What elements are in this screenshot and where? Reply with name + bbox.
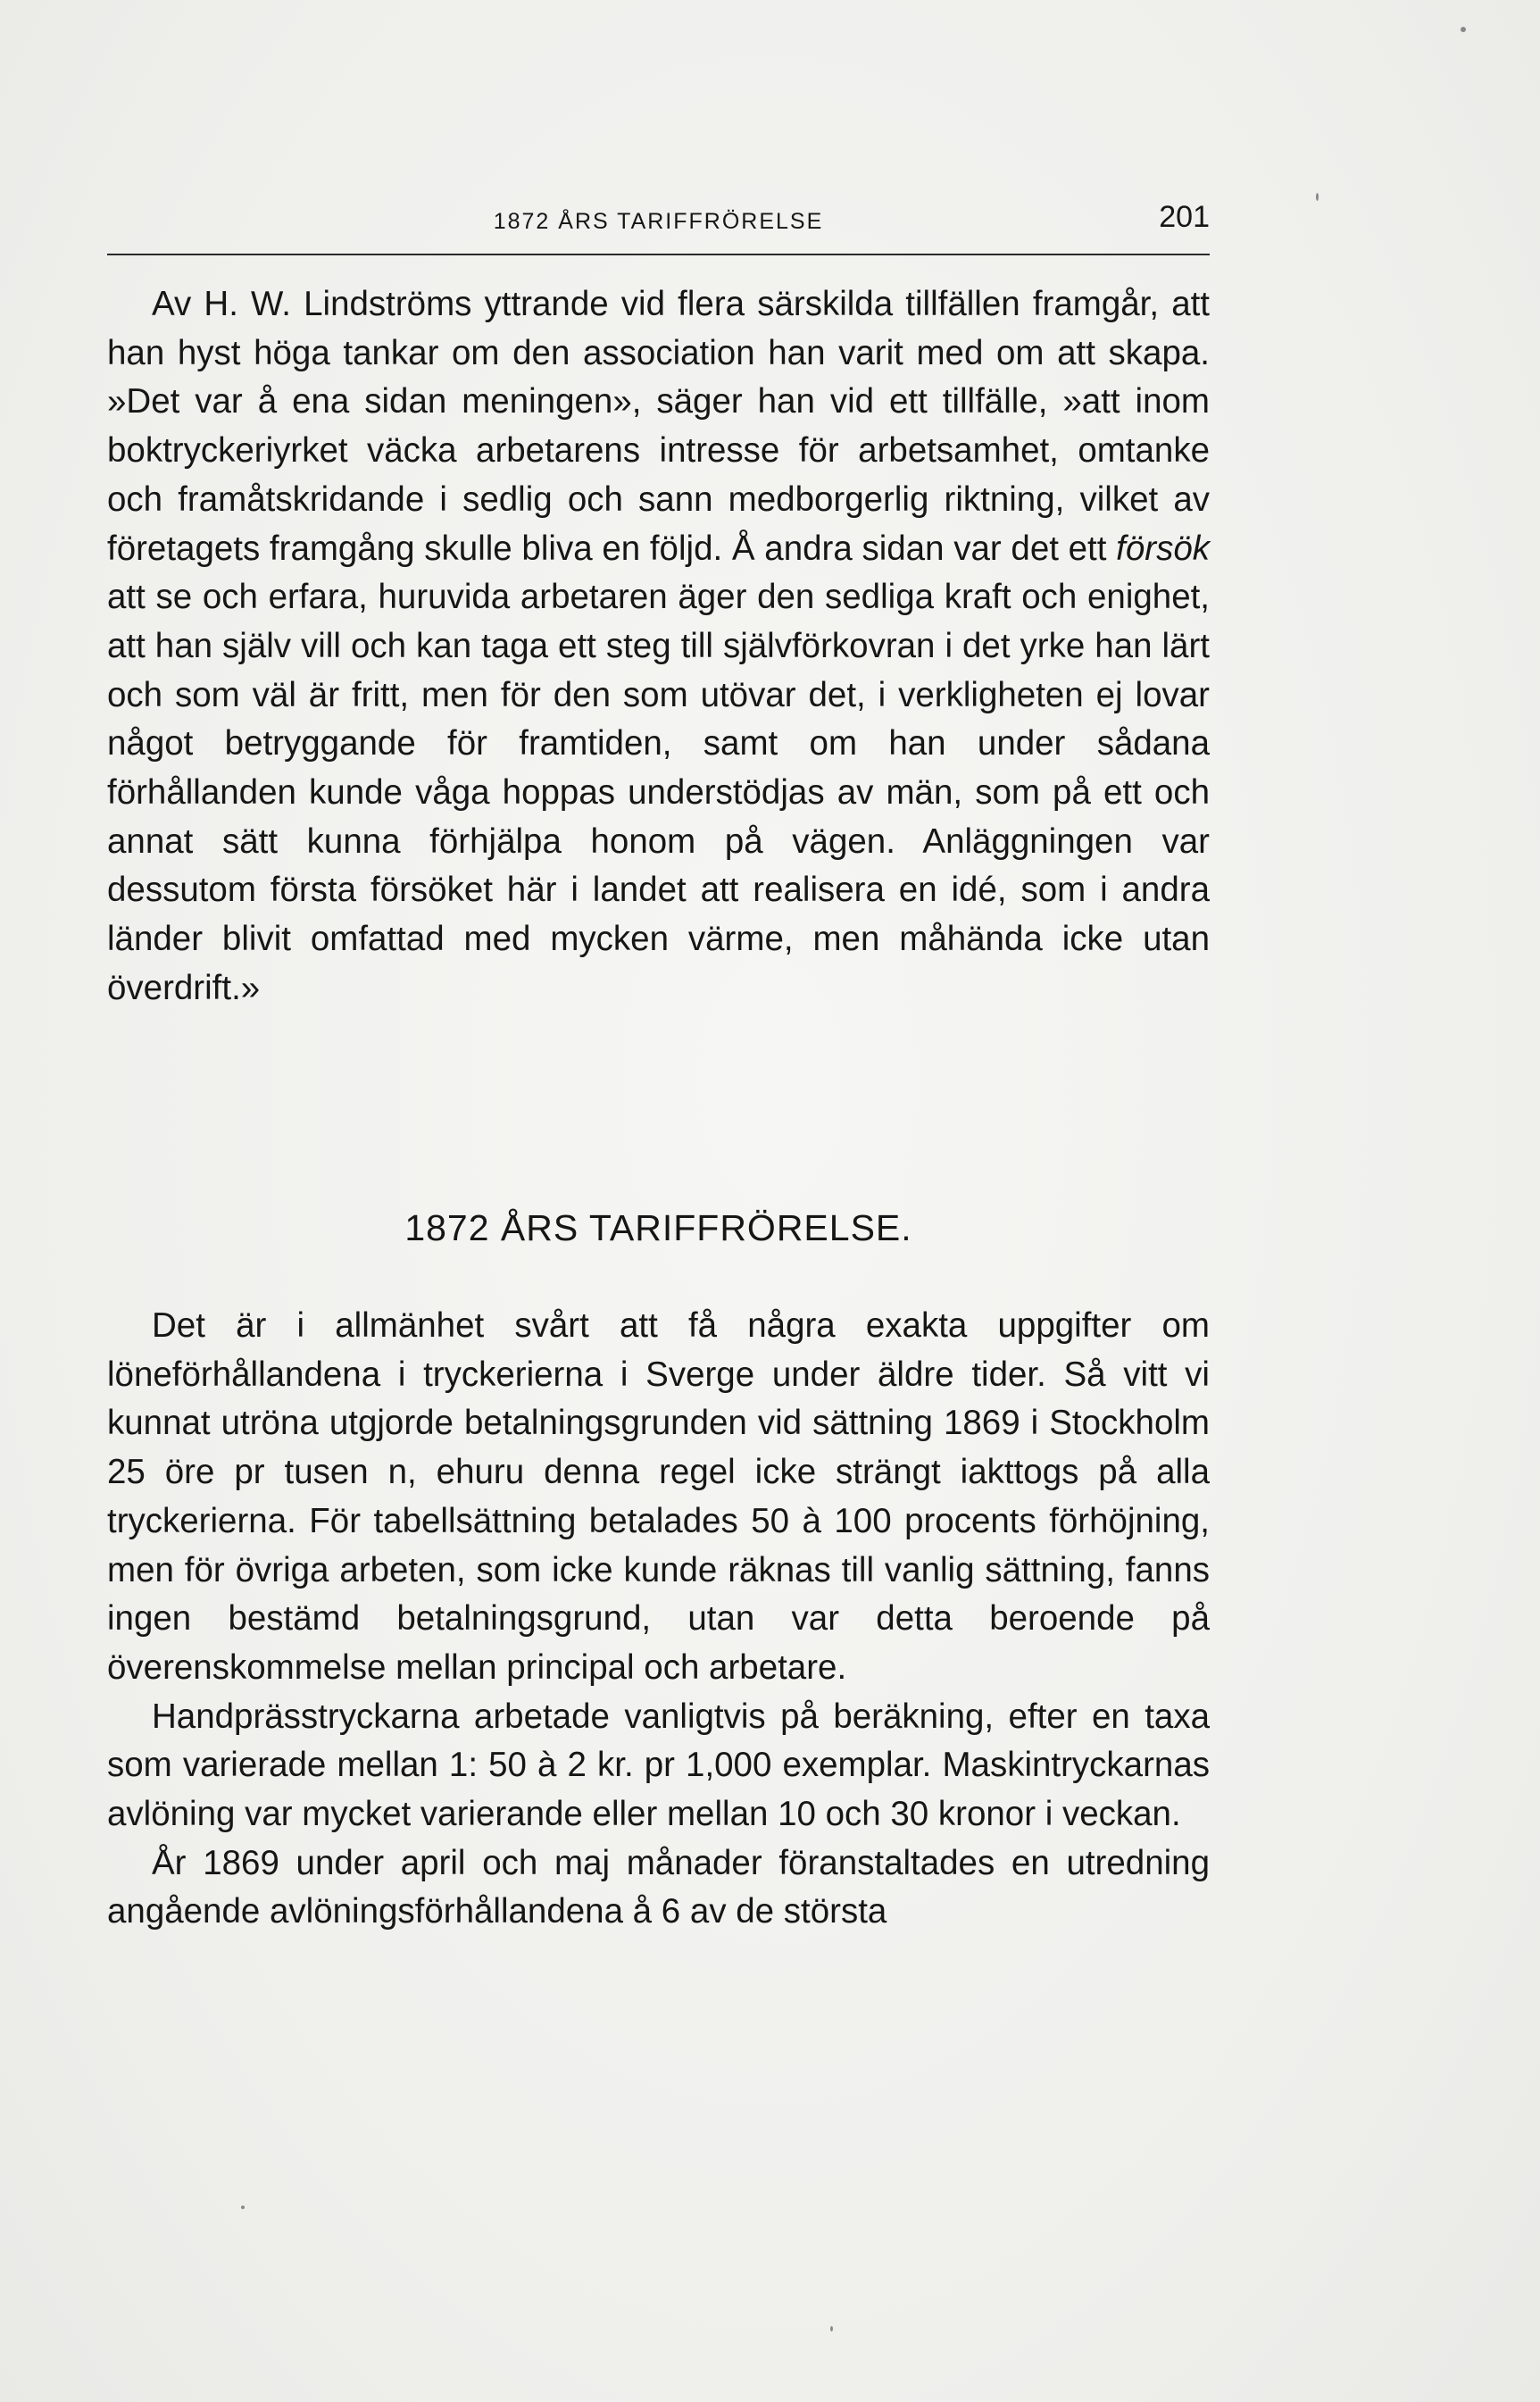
body-text-section [107,1302,1210,1937]
section-heading: 1872 ÅRS TARIFFRÖRELSE. [404,1207,912,1248]
running-title: 1872 ÅRS TARIFFRÖRELSE [493,209,824,234]
body-text-top [107,280,1210,1013]
paragraph-text: att se och erfara, huruvida arbetaren äger den sedliga kraft och enighet, att han själv vill och kan taga ett steg till självförkovran i det yrke han lärt och som väl är fritt, men för den som utövar det, i verkligheten ej lovar något betryggande för framtiden, samt om han under sådana förhållanden kunde våga hoppas understödjas av män, som på ett och annat sätt kunna förhjälpa honom på vägen. Anläggningen var dessutom första försöket här i landet att realisera en idé, som i andra länder blivit omfattad med mycken värme, men måhända icke utan överdrift.» [107,578,1210,1007]
paragraph: Det är i allmänhet svårt att få några exakta uppgifter om löneförhållandena i tryckerierna i Sverge under äldre tider. Så vitt vi kunnat utröna utgjorde betalningsgrunden vid sättning 1869 i Stockholm 25 öre pr tusen n, ehuru denna regel icke strängt iakttogs på alla tryckerierna. För tabellsättning betalades 50 à 100 procents förhöjning, men för övriga arbeten, som icke kunde räknas till vanlig sättning, fanns ingen bestämd betalningsgrund, utan var detta beroende på överenskommelse mellan principal och arbetare. [107,1306,1210,1687]
paper-speck [241,2206,245,2209]
emphasis-text: försök [1116,529,1210,568]
paper-speck [830,2326,833,2331]
paragraph [107,280,1210,1013]
paper-speck [1316,193,1319,201]
page-number: 201 [1159,200,1210,234]
paragraph-text: Av H. W. Lindströms yttrande vid flera särskilda tillfällen framgår, att han hyst höga tankar om den association han varit med om att skapa. »Det var å ena sidan meningen», säger han vid ett tillfälle, »att inom boktryckeriyrket väcka arbetarens intresse för arbetsamhet, omtanke och framåtskridande i sedlig och sann medborgerlig riktning, vilket av företagets framgång skulle bliva en följd. Å andra sidan var det ett [107,285,1210,568]
paper-speck [1461,27,1466,32]
paragraph: År 1869 under april och maj månader föranstaltades en utredning angående avlöningsförhållandena å 6 av de största [107,1843,1210,1931]
paragraph: Handprässtryckarna arbetade vanligtvis på beräkning, efter en taxa som varierade mellan 1: 50 à 2 kr. pr 1,000 exemplar. Maskintryckarnas avlöning var mycket varierande eller mellan 10 och 30 kronor i veckan. [107,1697,1210,1834]
page-header [107,200,1210,255]
